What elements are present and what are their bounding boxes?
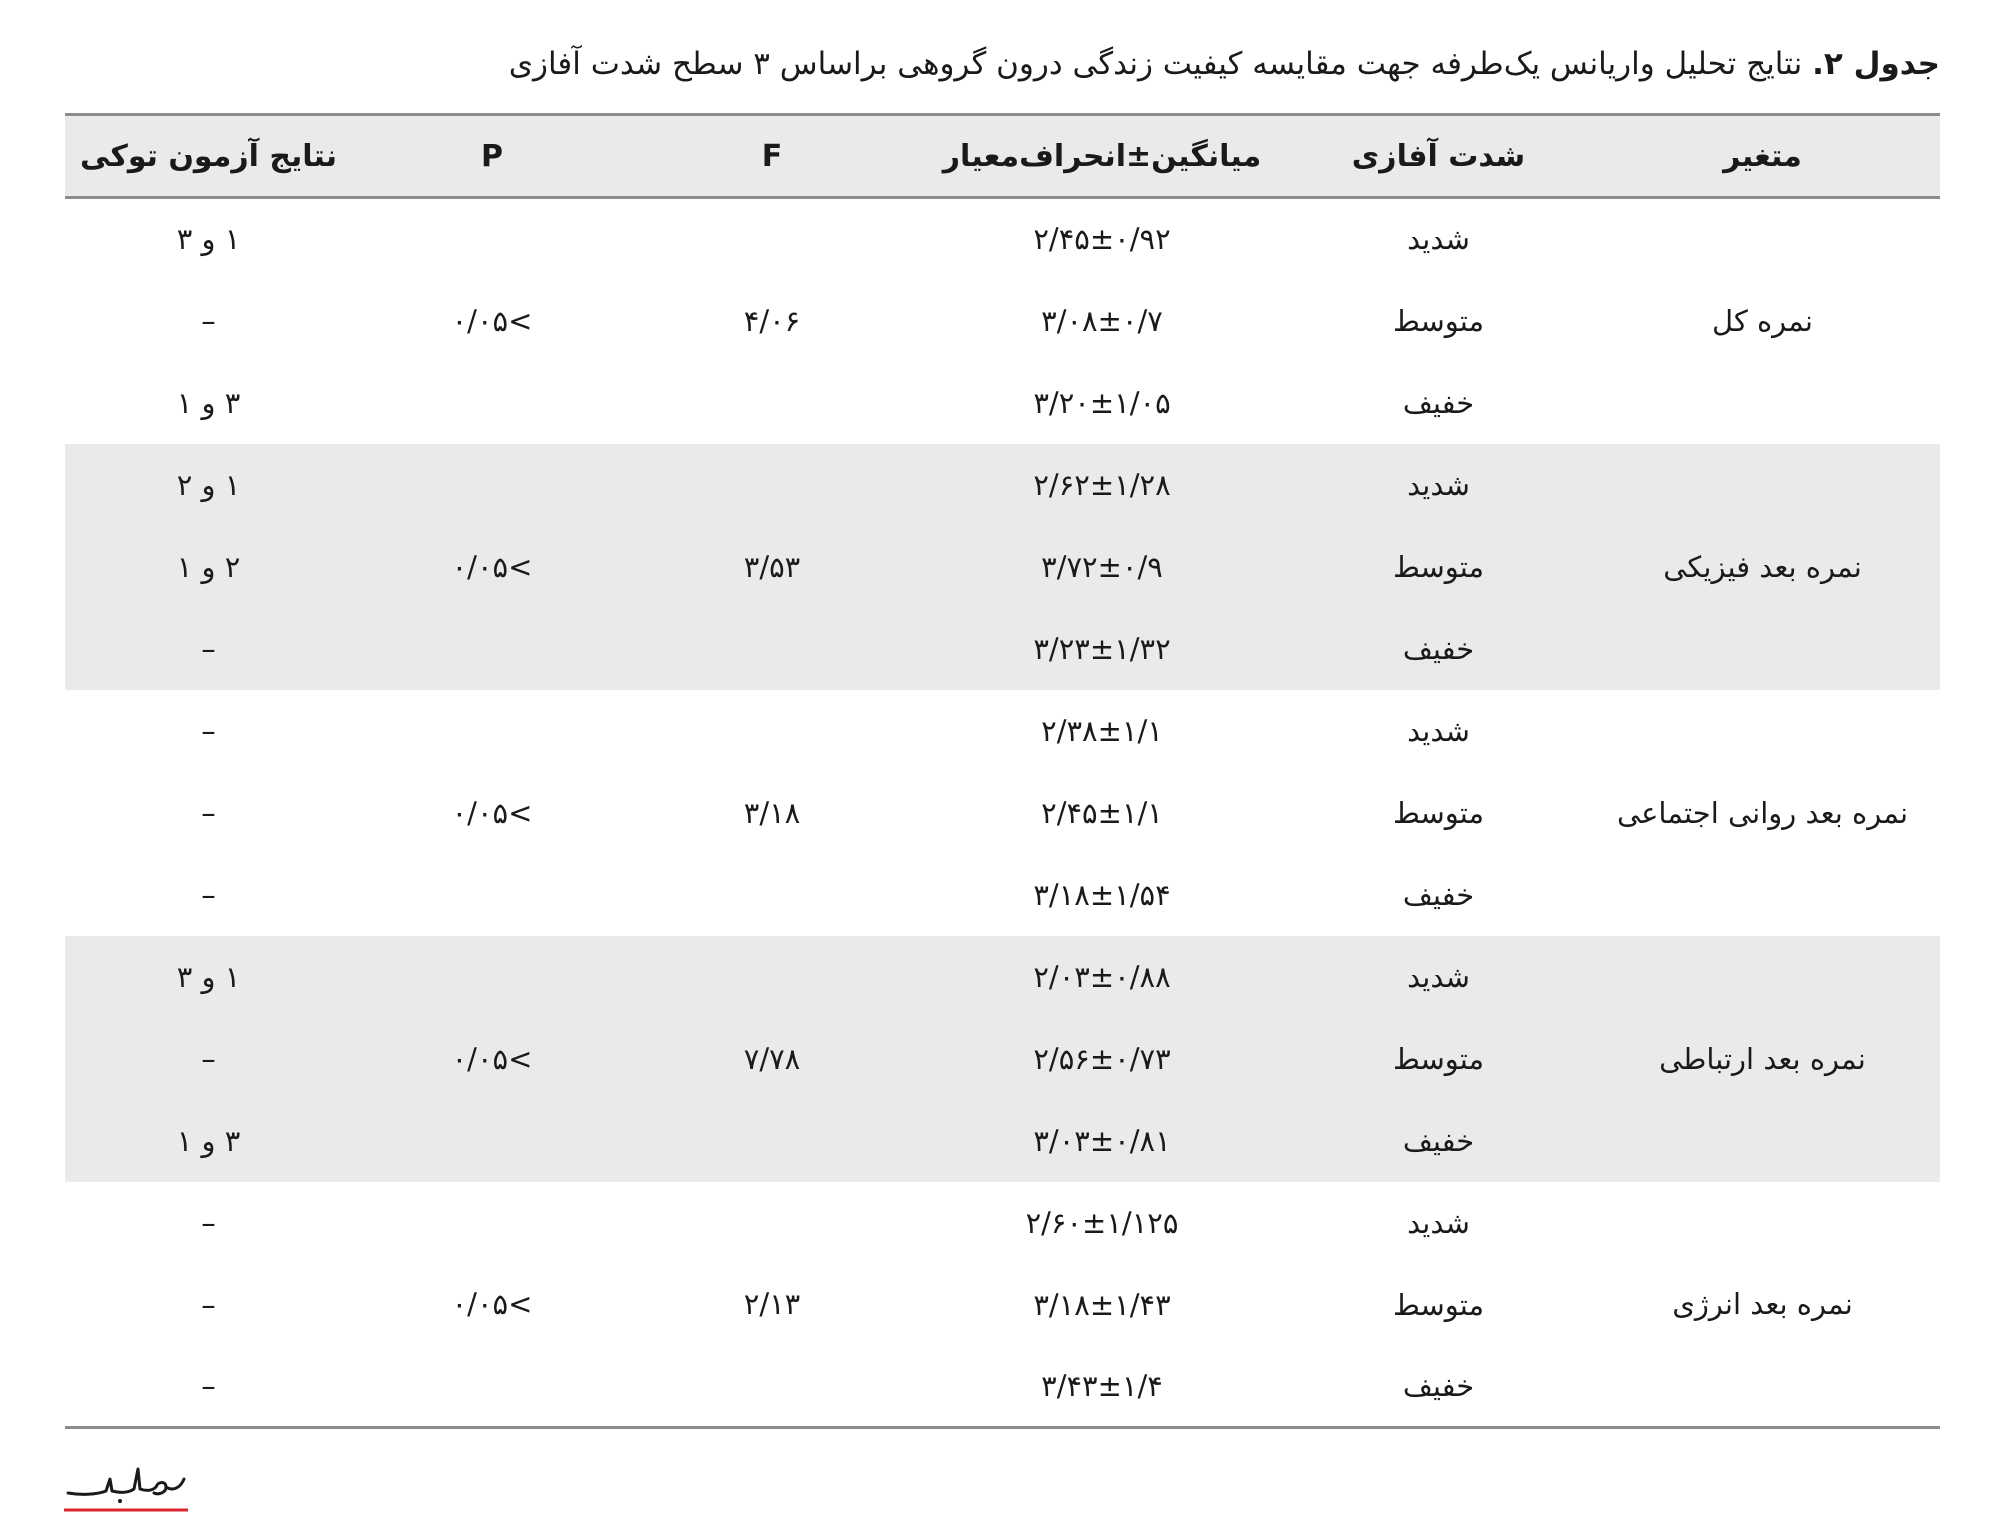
variable-cell: نمره بعد فیزیکی <box>1663 549 1862 584</box>
f-cell: ۳/۵۳ <box>743 549 801 584</box>
severity-cell: متوسط <box>1392 549 1485 584</box>
tukey-cell: ۱ و ۳ <box>176 959 241 994</box>
severity-cell: خفیف <box>1402 877 1475 912</box>
mean-sd-cell: ۲/۶۲±۱/۲۸ <box>1033 467 1171 502</box>
table-row <box>65 690 1940 772</box>
severity-cell: متوسط <box>1392 795 1485 830</box>
tukey-cell: – <box>201 1205 216 1240</box>
mean-sd-cell: ۳/۱۸±۱/۵۴ <box>1033 877 1171 912</box>
variable-cell: نمره بعد روانی اجتماعی <box>1616 795 1909 830</box>
severity-cell: خفیف <box>1402 631 1475 666</box>
tukey-cell: – <box>201 1287 216 1322</box>
mean-sd-cell: ۳/۷۲±۰/۹ <box>1041 549 1163 584</box>
severity-cell: متوسط <box>1392 303 1485 338</box>
mean-sd-cell: ۲/۴۵±۱/۱ <box>1041 795 1163 830</box>
severity-cell: خفیف <box>1402 1368 1475 1403</box>
f-cell: ۴/۰۶ <box>743 304 801 339</box>
p-cell: >۰/۰۵ <box>451 1286 533 1321</box>
severity-cell: خفیف <box>1402 1123 1475 1158</box>
variable-cell: نمره بعد ارتباطی <box>1659 1041 1866 1076</box>
severity-cell: شدید <box>1407 1205 1470 1240</box>
mean-sd-cell: ۳/۲۳±۱/۳۲ <box>1033 631 1171 666</box>
tukey-cell: – <box>201 1041 216 1076</box>
mean-sd-cell: ۳/۴۳±۱/۴ <box>1041 1368 1163 1403</box>
tukey-cell: – <box>201 877 216 912</box>
table-row <box>65 936 1940 1018</box>
severity-cell: متوسط <box>1392 1041 1485 1076</box>
caption-text: نتایج تحلیل واریانس یک‌طرفه جهت مقایسه کیفیت زندگی درون گروهی براساس ۳ سطح شدت آفازی <box>508 46 1803 82</box>
mean-sd-cell: ۳/۰۸±۰/۷ <box>1041 303 1163 338</box>
table-caption <box>509 42 1940 86</box>
f-cell: ۳/۱۸ <box>743 795 801 830</box>
variable-cell: نمره بعد انرژی <box>1672 1286 1853 1321</box>
mean-sd-cell: ۳/۲۰±۱/۰۵ <box>1033 385 1171 420</box>
p-cell: >۰/۰۵ <box>451 304 533 339</box>
p-cell: >۰/۰۵ <box>451 549 533 584</box>
header-tukey: نتایج آزمون توکی <box>80 138 337 174</box>
header-severity: شدت آفازی <box>1351 138 1526 174</box>
table-row <box>65 444 1940 526</box>
header-row <box>65 115 1940 198</box>
variable-cell: نمره کل <box>1711 304 1814 339</box>
mean-sd-cell: ۲/۰۳±۰/۸۸ <box>1033 959 1171 994</box>
f-cell: ۲/۱۳ <box>743 1286 801 1321</box>
header-mean-sd: میانگین±انحراف‌معیار <box>942 138 1262 174</box>
f-cell: ۷/۷۸ <box>743 1041 801 1076</box>
tukey-cell: – <box>201 713 216 748</box>
header-f: F <box>761 138 783 174</box>
severity-cell: شدید <box>1407 959 1470 994</box>
anova-table <box>65 113 1940 1429</box>
table-row <box>65 1182 1940 1264</box>
tukey-cell: – <box>201 1368 216 1403</box>
header-p: P <box>481 138 503 174</box>
mean-sd-cell: ۲/۳۸±۱/۱ <box>1041 713 1163 748</box>
tukey-cell: – <box>201 795 216 830</box>
severity-cell: متوسط <box>1392 1287 1485 1322</box>
caption-label: جدول ۲. <box>1812 46 1940 82</box>
tukey-cell: ۳ و ۱ <box>176 385 241 420</box>
severity-cell: شدید <box>1407 713 1470 748</box>
mean-sd-cell: ۳/۱۸±۱/۴۳ <box>1033 1287 1171 1322</box>
tukey-cell: – <box>201 303 216 338</box>
p-cell: >۰/۰۵ <box>451 1041 533 1076</box>
header-variable: متغیر <box>1723 138 1802 174</box>
mean-sd-cell: ۳/۰۳±۰/۸۱ <box>1033 1123 1171 1158</box>
salmand-logo-mark <box>62 1455 190 1515</box>
tukey-cell: ۲ و ۱ <box>176 549 241 584</box>
severity-cell: شدید <box>1407 222 1470 257</box>
severity-cell: شدید <box>1407 467 1470 502</box>
severity-cell: خفیف <box>1402 385 1475 420</box>
p-cell: >۰/۰۵ <box>451 795 533 830</box>
mean-sd-cell: ۲/۴۵±۰/۹۲ <box>1033 222 1171 257</box>
mean-sd-cell: ۲/۶۰±۱/۱۲۵ <box>1025 1205 1179 1240</box>
tukey-cell: – <box>201 631 216 666</box>
tukey-cell: ۱ و ۳ <box>176 222 241 257</box>
tukey-cell: ۳ و ۱ <box>176 1123 241 1158</box>
salmand-logo <box>62 1455 190 1515</box>
table-row <box>65 198 1940 280</box>
mean-sd-cell: ۲/۵۶±۰/۷۳ <box>1033 1041 1171 1076</box>
tukey-cell: ۱ و ۲ <box>176 467 241 502</box>
